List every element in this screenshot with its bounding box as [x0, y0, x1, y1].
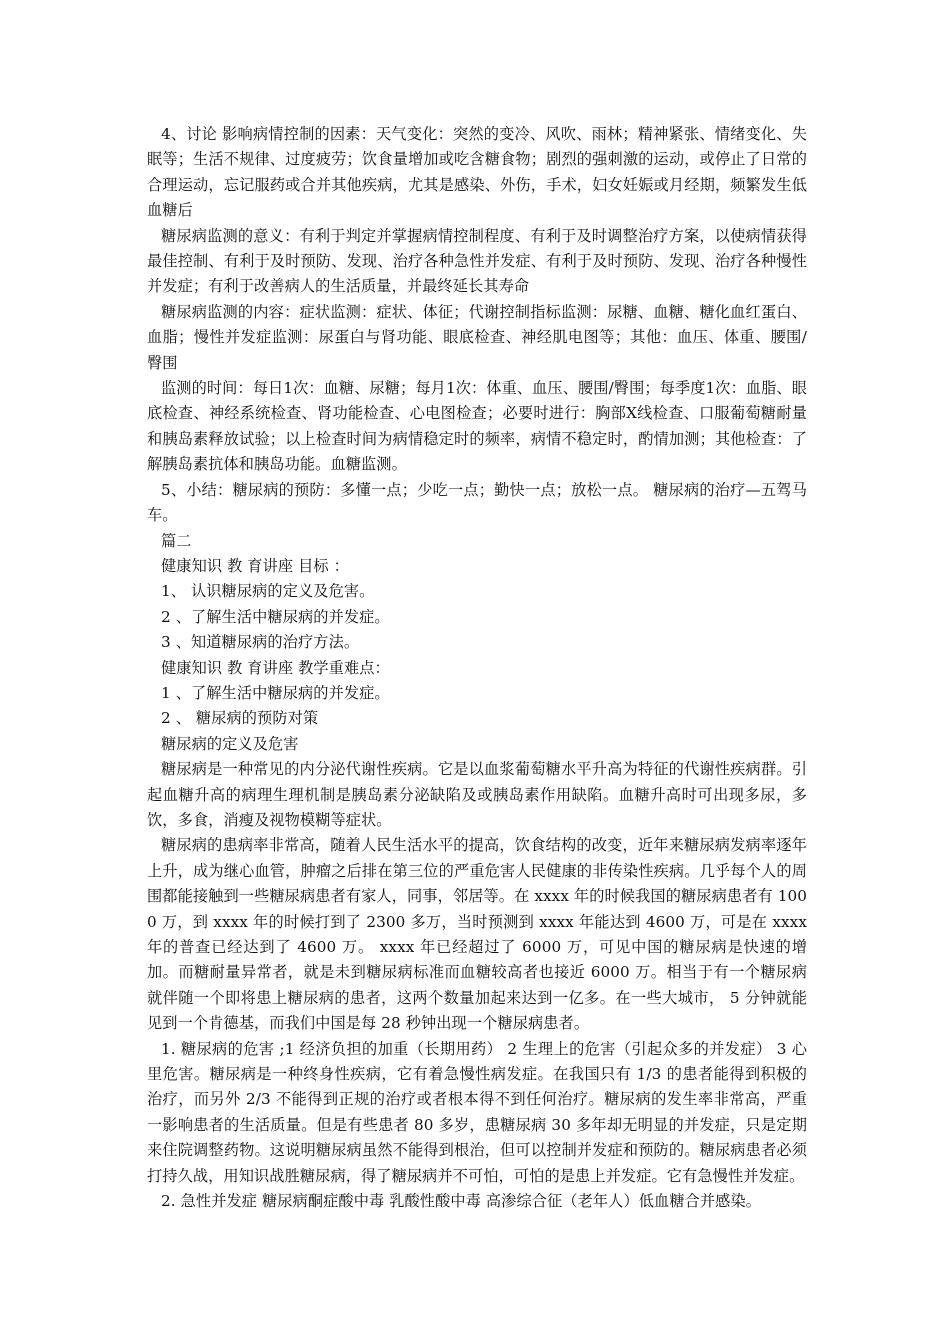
paragraph-discussion-factors: 4、讨论 影响病情控制的因素：天气变化：突然的变冷、风吹、雨林；精神紧张、情绪变化、失眠等；生活不规律、过度疲劳；饮食量增加或吃含糖食物；剧烈的强刺激的运动，或停止了日常的合理运动，忘记服药或合并其他疾病，尤其是感染、外伤，手术，妇女妊娠或月经期，频繁发生低血糖后	[147, 125, 807, 220]
section-heading-part-two: 篇二	[161, 531, 192, 550]
list-item-key-point-1: 1 、了解生活中糖尿病的并发症。	[161, 683, 390, 702]
list-item-goal-3: 3 、知道糖尿病的治疗方法。	[161, 633, 360, 652]
list-item-goal-2: 2 、了解生活中糖尿病的并发症。	[161, 607, 390, 626]
paragraph-monitoring-content: 糖尿病监测的内容：症状监测：症状、体征；代谢控制指标监测：尿糖、血糖、糖化血红蛋白、血脂；慢性并发症监测：尿蛋白与肾功能、眼底检查、神经肌电图等；其他：血压、体重、腰围/ 臀围	[147, 302, 807, 372]
paragraph-lecture-goals-title: 健康知识 教 育讲座 目标 ：	[161, 556, 349, 575]
document-body	[147, 122, 807, 1214]
paragraph-key-points-title: 健康知识 教 育讲座 教学重难点：	[161, 658, 390, 677]
paragraph-monitoring-time: 监测的时间：每日1次：血糖、尿糖；每月1次：体重、血压、腰围/臀围；每季度1次：血脂、眼底检查、神经系统检查、肾功能检查、心电图检查；必要时进行：胸部X线检查、口服葡萄糖耐量和胰岛素释放试验；以上检查时间为病情稳定时的频率，病情不稳定时，酌情加测；其他检查：了解胰岛素抗体和胰岛功能。血糖监测。	[147, 379, 808, 474]
paragraph-acute-complications: 2. 急性并发症 糖尿病酮症酸中毒 乳酸性酸中毒 高渗综合征（老年人）低血糖合并感染。	[161, 1192, 762, 1211]
list-item-goal-1: 1、 认识糖尿病的定义及危害。	[161, 582, 375, 601]
paragraph-monitoring-significance: 糖尿病监测的意义：有利于判定并掌握病情控制程度、有利于及时调整治疗方案，以使病情获得最佳控制、有利于及时预防、发现、治疗各种急性并发症、有利于及时预防、发现、治疗各种慢性并发症；有利于改善病人的生活质量，并最终延长其寿命	[147, 226, 807, 296]
paragraph-prevalence: 糖尿病的患病率非常高，随着人民生活水平的提高，饮食结构的改变，近年来糖尿病发病率逐年上升，成为继心血管，肿瘤之后排在第三位的严重危害人民健康的非传染性疾病。几乎每个人的周围都能接触到一些糖尿病患者有家人，同事，邻居等。在 xxxx 年的时候我国的糖尿病患者有 1000 万，到 xxxx 年的时候打到了 2300 多万，当时预测到 xxxx 年能达到 4600 万，可是在 xxxx 年的普查已经达到了 4600 万。 xxxx 年已经超过了 6000 万，可见中国的糖尿病是快速的增加。而糖耐量异常者，就是未到糖尿病标准而血糖较高者也接近 6000 万。相当于有一个糖尿病就伴随一个即将患上糖尿病的患者，这两个数量加起来达到一亿多。在一些大城市， 5 分钟就能见到一个肯德基，而我们中国是每 28 秒钟出现一个糖尿病患者。	[147, 836, 807, 1033]
paragraph-harm: 1. 糖尿病的危害 ;1 经济负担的加重（长期用药） 2 生理上的危害（引起众多的并发症） 3 心里危害。糖尿病是一种终身性疾病，它有着急慢性病发症。在我国只有 1/3 的患者能得到积极的治疗，而另外 2/3 不能得到正规的治疗或者根本得不到任何治疗。糖尿病的发生率非常高，严重一影响患者的生活质量。但是有些患者 80 多岁，患糖尿病 30 多年却无明显的并发症，只是定期来住院调整药物。这说明糖尿病虽然不能得到根治，但可以控制并发症和预防的。糖尿病患者必须打持久战，用知识战胜糖尿病，得了糖尿病并不可怕，可怕的是患上并发症。它有急慢性并发症。	[147, 1039, 807, 1185]
list-item-key-point-2: 2 、 糖尿病的预防对策	[161, 709, 319, 728]
paragraph-definition-heading: 糖尿病的定义及危害	[161, 734, 299, 753]
paragraph-summary: 5、小结：糖尿病的预防：多懂一点；少吃一点；勤快一点；放松一点。 糖尿病的治疗—五驾马车。	[147, 480, 807, 525]
paragraph-definition: 糖尿病是一种常见的内分泌代谢性疾病。它是以血浆葡萄糖水平升高为特征的代谢性疾病群。引起血糖升高的病理生理机制是胰岛素分泌缺陷及或胰岛素作用缺陷。血糖升高时可出现多尿，多饮，多食，消瘦及视物模糊等症状。	[147, 760, 807, 829]
